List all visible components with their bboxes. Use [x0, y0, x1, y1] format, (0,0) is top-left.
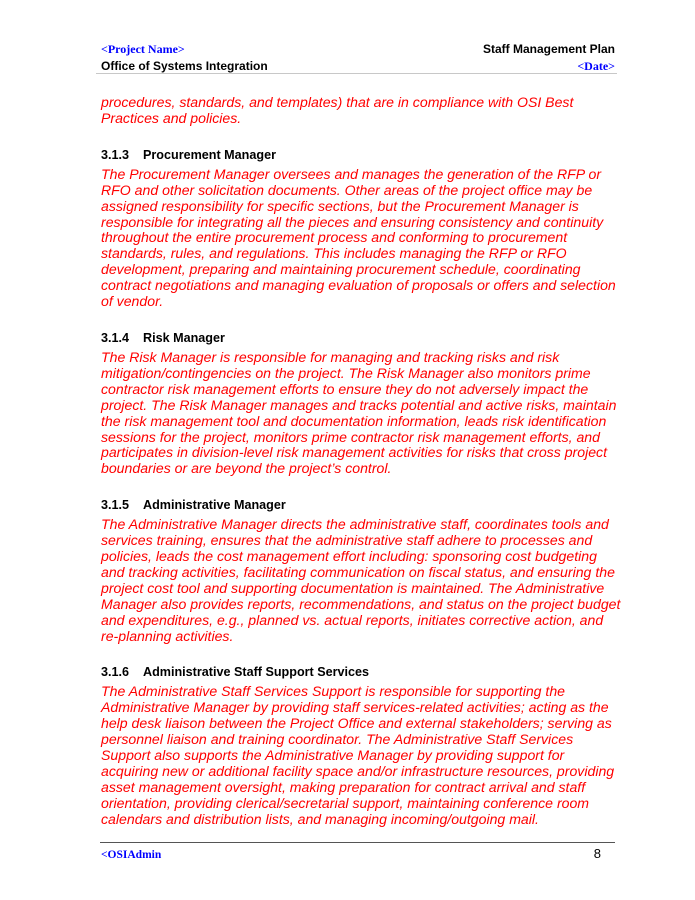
- section-3-1-3: [101, 147, 621, 310]
- project-name-placeholder: <Project Name>: [101, 42, 185, 56]
- section-3-1-4: [101, 330, 621, 477]
- footer-divider: [100, 842, 615, 843]
- section-title: Administrative Manager: [143, 498, 286, 513]
- page-header: [101, 42, 615, 76]
- document-title: Staff Management Plan: [482, 42, 615, 56]
- page-footer: [101, 846, 601, 861]
- intro-continuation-paragraph: procedures, standards, and templates) that are in compliance with OSI Best Practices and policies.: [101, 94, 574, 126]
- section-number: 3.1.5: [101, 498, 130, 513]
- section-body: The Administrative Staff Services Support is responsible for supporting the Administrative Manager by providing staff services-related activities; acting as the help desk liaison between the Project Office and external stakeholders; serving as personnel liaison and training coordinator. The Administrative Staff Services Support also supports the Administrative Manager by providing support for acquiring new or additional facility space and/or infrastructure resources, providing asset management oversight, making preparation for contract arrival and staff orientation, providing clerical/secretarial support, maintaining conference room calendars and distribution lists, and managing incoming/outgoing mail.: [101, 683, 615, 827]
- section-3-1-6: [101, 664, 621, 827]
- section-title: Administrative Staff Support Services: [143, 665, 370, 680]
- section-heading: [101, 497, 621, 513]
- osi-admin-placeholder: <OSIAdmin: [101, 849, 162, 861]
- section-number: 3.1.3: [101, 147, 130, 162]
- section-heading: [101, 664, 621, 680]
- header-row-1: [101, 42, 615, 59]
- section-heading: [101, 147, 621, 163]
- date-placeholder: <Date>: [577, 59, 615, 73]
- page-number: 8: [593, 846, 601, 861]
- page-content: [101, 95, 621, 828]
- section-body: The Administrative Manager directs the administrative staff, coordinates tools and services training, ensures that the administrative staff adhere to processes and policies, leads the cost management effort including: sponsoring cost budgeting and tracking activities, facilitating communication on fiscal status, and ensuring the project cost tool and supporting documentation is maintained. The Administrative Manager also provides reports, recommendations, and status on the project budget and expenditures, e.g., planned vs. actual reports, initiates corrective action, and re-planning activities.: [101, 516, 621, 644]
- section-number: 3.1.4: [101, 330, 130, 345]
- section-number: 3.1.6: [101, 665, 130, 680]
- section-title: Procurement Manager: [143, 147, 276, 162]
- section-title: Risk Manager: [143, 330, 225, 345]
- section-body: The Procurement Manager oversees and manages the generation of the RFP or RFO and other solicitation documents. Other areas of the project office may be assigned responsibility for specific sections, but the Procurement Manager is responsible for integrating all the pieces and ensuring consistency and continuity throughout the entire procurement process and conforming to procurement standards, rules, and regulations. This includes managing the RFP or RFO development, preparing and maintaining procurement schedule, coordinating contract negotiations and managing evaluation of proposals or offers and selection of vendor.: [101, 165, 616, 310]
- section-heading: [101, 330, 621, 346]
- section-3-1-5: [101, 497, 621, 644]
- organization-name: Office of Systems Integration: [101, 59, 268, 73]
- header-divider: [96, 73, 617, 74]
- section-body: The Risk Manager is responsible for managing and tracking risks and risk mitigation/contingencies on the project. The Risk Manager also monitors prime contractor risk management efforts to ensure they do not adversely impact the project. The Risk Manager manages and tracks potential and active risks, maintain the risk management tool and documentation information, leads risk identification sessions for the project, monitors prime contractor risk management efforts, and participates in division-level risk management activities for risks that cross project boundaries or are beyond the project’s control.: [101, 348, 617, 477]
